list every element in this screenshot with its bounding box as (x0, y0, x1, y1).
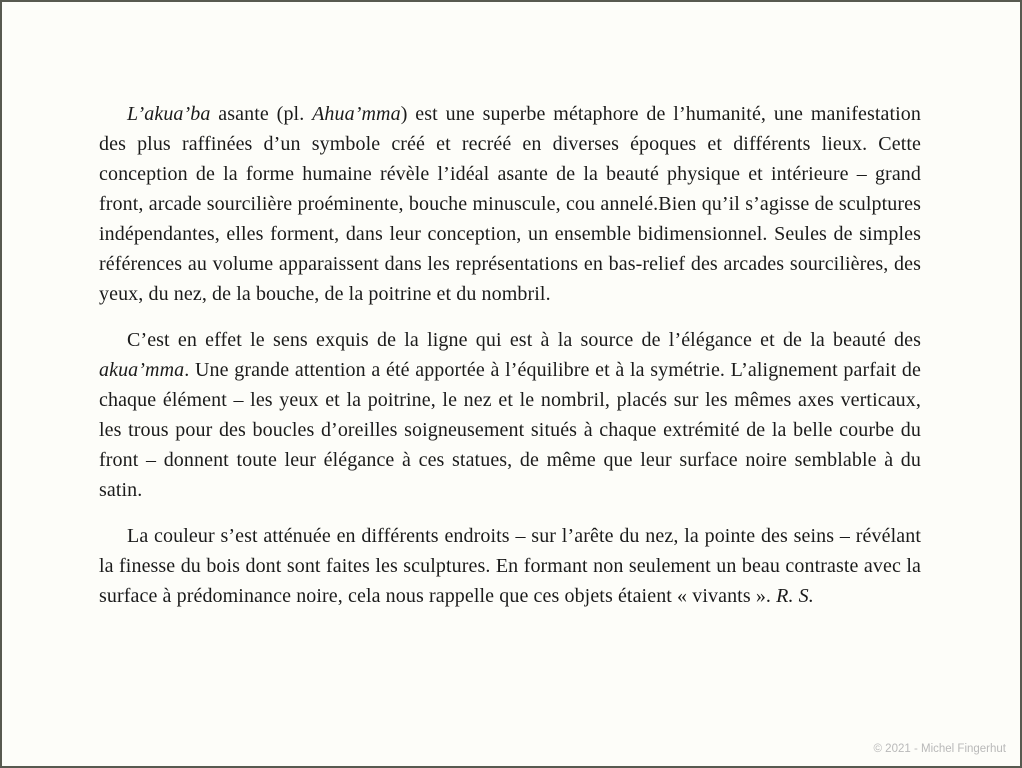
paragraph-1-text: asante (pl. (210, 103, 313, 125)
italic-term-ahuamma: Ahua’mma (312, 103, 401, 125)
italic-term-akuaba: L’akua’ba (127, 103, 211, 125)
paragraph-3 (99, 521, 921, 611)
article-text (99, 99, 921, 627)
paragraph-1 (99, 99, 921, 309)
italic-term-akuamma: akua’mma (99, 359, 185, 381)
paragraph-2-text: . Une grande attention a été apportée à l’équilibre et à la symétrie. L’alignement parfait de chaque élément – les yeux et la poitrine, le nez et le nombril, placés sur les mêmes axes verticaux, les trous pour des boucles d’oreilles soigneusement situés à chaque extrémité de la belle courbe du front – donnent toute leur élégance à ces statues, de même que leur surface noire semblable à du satin. (99, 359, 921, 501)
paragraph-2-text: C’est en effet le sens exquis de la ligne qui est à la source de l’élégance et de la beauté des (127, 329, 921, 351)
copyright-notice: © 2021 - Michel Fingerhut (873, 743, 1006, 755)
paragraph-1-text: ) est une superbe métaphore de l’humanité, une manifestation des plus raffinées d’un symbole créé et recréé en diverses époques et différents lieux. Cette conception de la forme humaine révèle l’idéal asante de la beauté physique et intérieure – grand front, arcade sourcilière proéminente, bouche minuscule, cou annelé.Bien qu’il s’agisse de sculptures indépendantes, elles forment, dans leur conception, un ensemble bidimensionnel. Seules de simples références au volume apparaissent dans les représentations en bas-relief des arcades sourcilières, des yeux, du nez, de la bouche, de la poitrine et du nombril. (99, 103, 921, 305)
author-initials: R. S. (776, 585, 814, 607)
paragraph-2 (99, 325, 921, 505)
paragraph-3-text: La couleur s’est atténuée en différents endroits – sur l’arête du nez, la pointe des seins – révélant la finesse du bois dont sont faites les sculptures. En formant non seulement un beau contraste avec la surface à prédominance noire, cela nous rappelle que ces objets étaient « vivants ». (99, 525, 921, 607)
